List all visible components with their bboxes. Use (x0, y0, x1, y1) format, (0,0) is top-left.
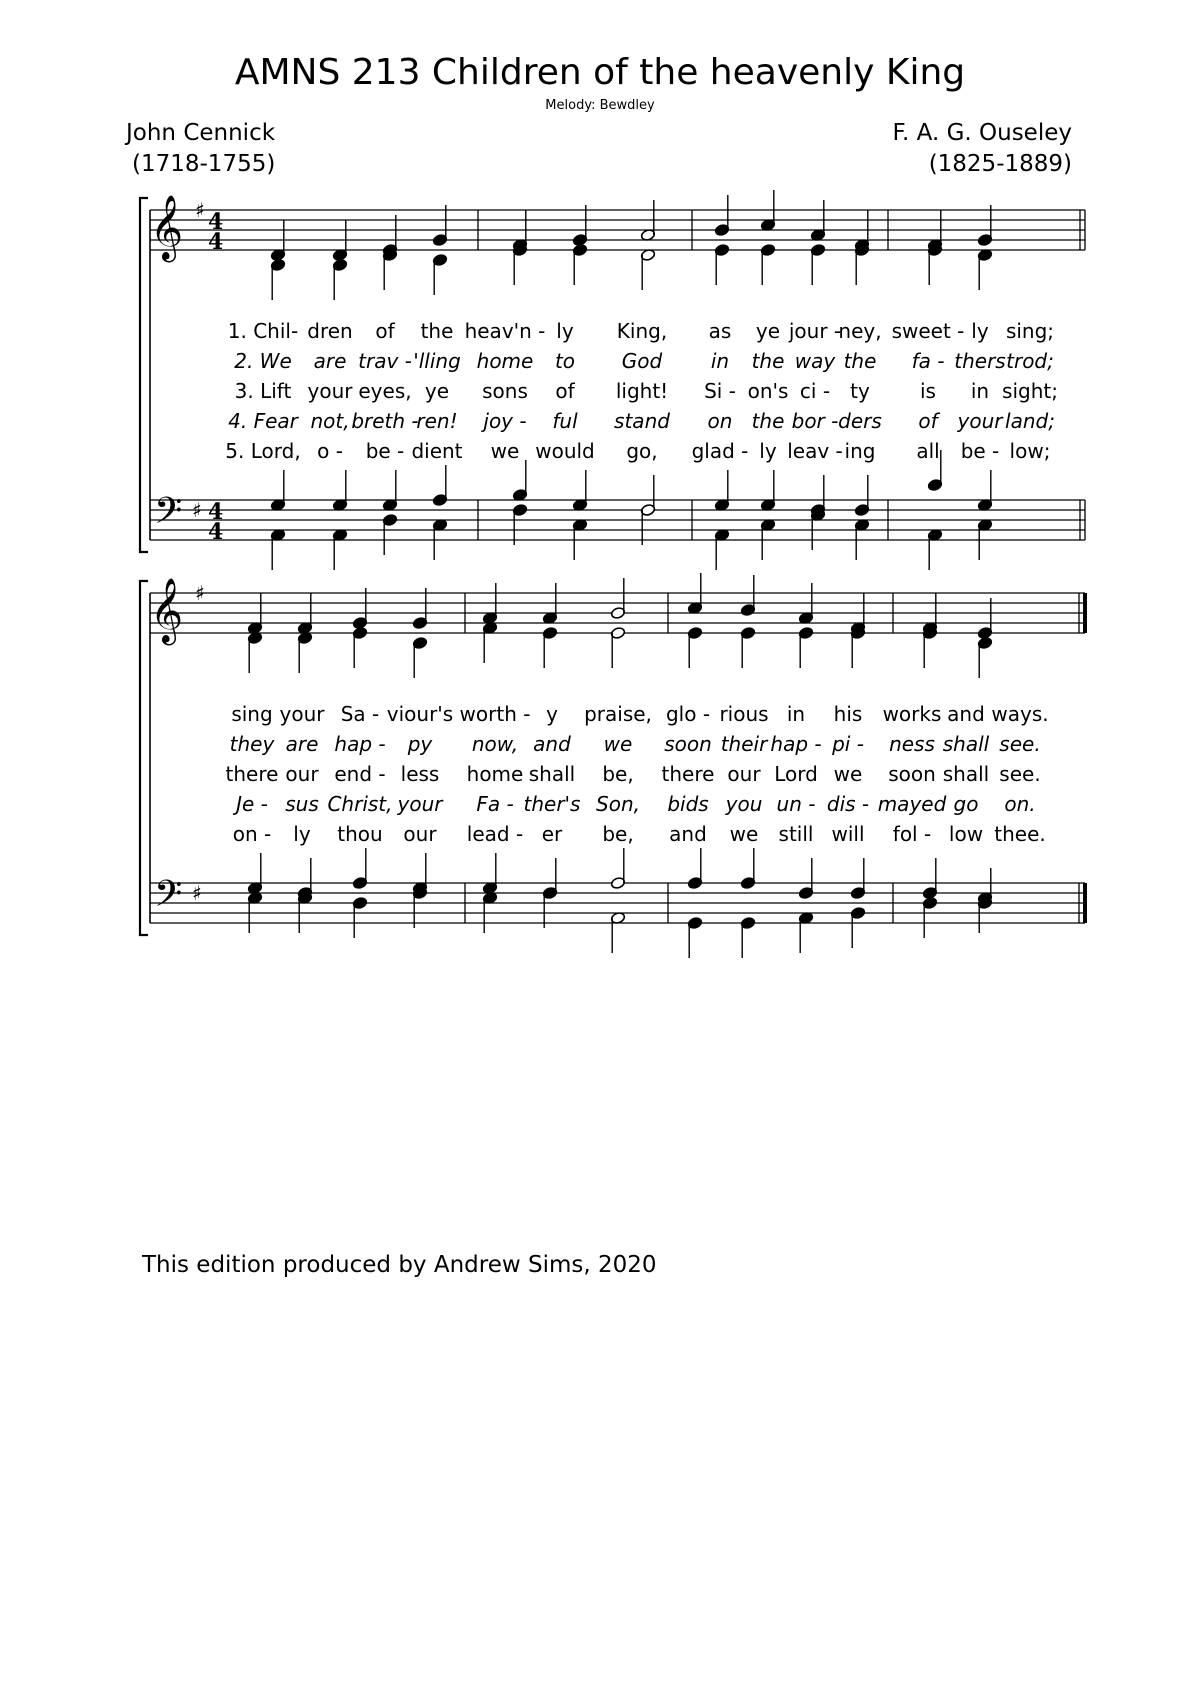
lyric-syllable: our (403, 822, 437, 846)
note (297, 593, 312, 635)
lyric-syllable: thou (337, 822, 383, 846)
note (247, 891, 262, 933)
lyric-syllable: ye (755, 319, 781, 343)
lyric-syllable: bor - (791, 409, 839, 433)
note (798, 583, 813, 625)
lyric-syllable: and (533, 732, 571, 756)
note (412, 588, 427, 630)
lyric-syllable: Fa - (476, 792, 514, 816)
lyric-syllable: thers (954, 349, 1006, 373)
note (512, 460, 527, 502)
note (977, 248, 992, 290)
note (382, 470, 397, 512)
lyric-syllable: trod; (1006, 349, 1054, 373)
note (977, 636, 992, 678)
lyric-syllable: Christ, (327, 792, 393, 816)
lyric-syllable: low (948, 822, 984, 846)
note (572, 243, 587, 285)
note (854, 243, 869, 285)
lyric-syllable: our (727, 762, 761, 786)
time-sig-top: 4 (208, 209, 224, 235)
note (412, 636, 427, 678)
lyric-syllable: un - (776, 792, 816, 816)
note (640, 503, 655, 545)
lyric-syllable: be, (602, 822, 634, 846)
note (610, 578, 625, 620)
note (798, 911, 813, 953)
lyric-syllable: light! (615, 379, 669, 403)
lyric-syllable: be - (365, 439, 405, 463)
lyric-syllable: home (466, 762, 524, 786)
lyric-syllable: of (555, 379, 575, 403)
author-dates: (1718-1755) (132, 151, 276, 177)
lyric-syllable: joy - (483, 409, 527, 433)
time-sig-bottom: 4 (208, 519, 224, 545)
lyric-syllable: your (397, 792, 443, 816)
lyric-syllable: all (916, 439, 940, 463)
note (687, 573, 702, 615)
note (542, 583, 557, 625)
lyric-syllable: y (546, 702, 558, 726)
lyric-syllable: sons (482, 379, 528, 403)
note (247, 631, 262, 673)
lyric-syllable: rious (719, 702, 769, 726)
note (714, 470, 729, 512)
lyric-syllable: 'lling (413, 349, 461, 373)
lyric-syllable: sing (231, 702, 273, 726)
system-bracket (140, 198, 148, 552)
lyric-syllable: see. (999, 762, 1041, 786)
note (332, 470, 347, 512)
lyric-syllable: low; (1009, 439, 1051, 463)
note (482, 621, 497, 663)
note (382, 513, 397, 555)
lyric-syllable: sing; (1005, 319, 1055, 343)
lyric-syllable: in (786, 702, 806, 726)
note (432, 518, 447, 560)
note (432, 253, 447, 295)
note (714, 243, 729, 285)
key-sharp: ♯ (192, 881, 202, 905)
note (760, 470, 775, 512)
treble-clef: 𝄞 (150, 578, 184, 643)
lyric-syllable: pi - (832, 732, 864, 756)
lyric-syllable: now, (471, 732, 519, 756)
lyric-syllable: your (279, 702, 325, 726)
note (247, 853, 262, 895)
lyric-syllable: way (794, 349, 836, 373)
lyric-syllable: your (307, 379, 353, 403)
note (740, 848, 755, 890)
lyric-syllable: ther's (523, 792, 581, 816)
lyric-syllable: on. (1004, 792, 1036, 816)
note (640, 248, 655, 290)
note (610, 848, 625, 890)
lyric-syllable: Lord (774, 762, 818, 786)
note (927, 528, 942, 570)
note (542, 626, 557, 668)
note (687, 916, 702, 958)
note (760, 518, 775, 560)
lyric-syllable: dren (307, 319, 353, 343)
lyric-syllable: would (535, 439, 595, 463)
note (977, 891, 992, 933)
lyric-syllable: ders (838, 409, 882, 433)
lyric-syllable: on - (232, 822, 272, 846)
lyric-syllable: on (707, 409, 733, 433)
note (512, 503, 527, 545)
note (714, 195, 729, 237)
note (432, 205, 447, 247)
note (740, 916, 755, 958)
treble-staff (150, 210, 1085, 250)
lyric-syllable: breth - (351, 409, 419, 433)
note (640, 200, 655, 242)
note (382, 248, 397, 290)
lyric-syllable: shall (942, 762, 990, 786)
lyric-syllable: ney, (838, 319, 882, 343)
lyric-syllable: leav - (787, 439, 843, 463)
lyric-syllable: is (920, 379, 936, 403)
note (850, 858, 865, 900)
note (412, 886, 427, 928)
lyric-syllable: the (751, 409, 785, 433)
note (270, 258, 285, 300)
lyric-syllable: shall (528, 762, 576, 786)
note (798, 858, 813, 900)
note (922, 626, 937, 668)
lyric-syllable: be, (602, 762, 634, 786)
note (760, 190, 775, 232)
lyric-syllable: the (843, 349, 877, 373)
note (798, 626, 813, 668)
lyric-syllable: land; (1005, 409, 1055, 433)
time-sig-bottom: 4 (208, 229, 224, 255)
lyric-syllable: sweet - (891, 319, 965, 343)
note (270, 470, 285, 512)
lyric-syllable: ye (424, 379, 450, 403)
lyric-syllable: dis - (826, 792, 870, 816)
lyric-syllable: ly (293, 822, 311, 846)
lyric-syllable: go (953, 792, 979, 816)
lyric-syllable: as (708, 319, 732, 343)
lyric-syllable: still (778, 822, 814, 846)
note (432, 465, 447, 507)
note (270, 220, 285, 262)
lyric-syllable: bids (667, 792, 709, 816)
lyric-syllable: on's (747, 379, 789, 403)
note (854, 518, 869, 560)
lyric-syllable: viour's (386, 702, 454, 726)
lyric-syllable: Je - (236, 792, 268, 816)
lyric-syllable: er (541, 822, 563, 846)
lyric-syllable: ful (552, 409, 578, 433)
lyric-syllable: praise, (584, 702, 652, 726)
lyric-syllable: ways. (991, 702, 1049, 726)
note (542, 886, 557, 928)
note (740, 575, 755, 617)
note (247, 593, 262, 635)
lyric-syllable: sight; (1002, 379, 1058, 403)
lyric-syllable: the (751, 349, 785, 373)
composer-dates: (1825-1889) (928, 151, 1072, 177)
note (352, 626, 367, 668)
lyric-syllable: their (720, 732, 768, 756)
note (270, 528, 285, 570)
lyric-syllable: soon (664, 732, 712, 756)
time-sig-top: 4 (208, 499, 224, 525)
key-sharp: ♯ (192, 498, 202, 522)
lyric-syllable: they (229, 732, 275, 756)
note (482, 891, 497, 933)
lyric-syllable: heav'n - (464, 319, 546, 343)
lyric-syllable: will (831, 822, 865, 846)
lyric-syllable: dient (411, 439, 463, 463)
note (977, 205, 992, 247)
lyric-syllable: 4. Fear (228, 409, 298, 433)
lyric-syllable: mayed (877, 792, 947, 816)
edition-footer: This edition produced by Andrew Sims, 2020 (142, 1252, 657, 1278)
lyric-syllable: 3. Lift (234, 379, 292, 403)
note (740, 626, 755, 668)
note (297, 631, 312, 673)
note (572, 518, 587, 560)
key-sharp: ♯ (195, 198, 205, 222)
lyric-syllable: go, (626, 439, 658, 463)
note (922, 896, 937, 938)
lyric-syllable: ly (556, 319, 574, 343)
lyric-syllable: fa - (911, 349, 945, 373)
lyric-syllable: your (957, 409, 1003, 433)
note (482, 583, 497, 625)
note (687, 626, 702, 668)
note (352, 588, 367, 630)
lyric-syllable: home (476, 349, 534, 373)
note (332, 220, 347, 262)
lyric-syllable: lead - (466, 822, 524, 846)
system-2 (140, 573, 1085, 958)
lyric-syllable: worth - (459, 702, 531, 726)
lyric-syllable: we (833, 762, 863, 786)
note (572, 470, 587, 512)
lyric-syllable: jour - (788, 319, 842, 343)
lyric-syllable: sus (285, 792, 319, 816)
bass-staff (150, 500, 1085, 540)
lyric-syllable: Sa - (340, 702, 380, 726)
lyric-syllable: py (407, 732, 433, 756)
note (352, 848, 367, 890)
lyric-syllable: and (947, 702, 985, 726)
note (927, 243, 942, 285)
lyric-syllable: glo - (665, 702, 711, 726)
lyric-syllable: we (603, 732, 633, 756)
lyric-syllable: see. (999, 732, 1041, 756)
composer-name: F. A. G. Ouseley (892, 120, 1072, 146)
note (482, 853, 497, 895)
lyric-syllable: hap - (770, 732, 822, 756)
lyric-syllable: of (918, 409, 938, 433)
lyric-syllable: are (313, 349, 347, 373)
note (297, 891, 312, 933)
lyric-syllable: thee. (994, 822, 1046, 846)
note (332, 528, 347, 570)
lyric-syllable: Son, (596, 792, 640, 816)
lyric-syllable: eyes, (358, 379, 412, 403)
melody-name: Melody: Bewdley (545, 98, 655, 113)
note (760, 243, 775, 285)
note (854, 475, 869, 517)
note (810, 508, 825, 550)
note (850, 626, 865, 668)
lyric-syllable: to (554, 349, 576, 373)
lyric-syllable: the (420, 319, 454, 343)
note (922, 858, 937, 900)
lyric-syllable: our (285, 762, 319, 786)
note (332, 258, 347, 300)
key-sharp: ♯ (195, 581, 205, 605)
hymn-title: AMNS 213 Children of the heavenly King (234, 52, 966, 93)
lyric-syllable: fol - (892, 822, 932, 846)
lyric-syllable: 2. We (234, 349, 292, 373)
lyric-syllable: are (285, 732, 319, 756)
note (687, 848, 702, 890)
lyric-syllable: Si - (704, 379, 736, 403)
lyric-syllable: glad - (691, 439, 749, 463)
lyric-syllable: stand (614, 409, 670, 433)
note (352, 896, 367, 938)
bass-clef: 𝄢 (154, 873, 183, 924)
lyric-syllable: not, (310, 409, 350, 433)
lyric-syllable: ness (889, 732, 935, 756)
lyric-syllable: there (225, 762, 279, 786)
lyric-syllable: o - (317, 439, 343, 463)
lyric-syllable: ren! (416, 409, 458, 433)
note (850, 906, 865, 948)
lyric-syllable: hap - (334, 732, 386, 756)
lyric-syllable: God (621, 349, 663, 373)
lyric-syllable: we (729, 822, 759, 846)
author-name: John Cennick (126, 120, 276, 146)
lyric-syllable: in (710, 349, 730, 373)
lyric-syllable: ing (844, 439, 876, 463)
lyric-syllable: his (833, 702, 863, 726)
note (512, 243, 527, 285)
lyric-syllable: less (400, 762, 440, 786)
treble-clef: 𝄞 (150, 195, 184, 260)
note (977, 598, 992, 640)
lyric-syllable: King, (616, 319, 668, 343)
note (977, 518, 992, 560)
lyric-syllable: trav - (358, 349, 412, 373)
lyric-syllable: works (882, 702, 942, 726)
lyric-syllable: ci - (799, 379, 831, 403)
lyric-syllable: 5. Lord, (225, 439, 301, 463)
note (810, 200, 825, 242)
lyric-syllable: soon (888, 762, 936, 786)
note (572, 205, 587, 247)
lyric-syllable: shall (942, 732, 990, 756)
lyric-syllable: 1. Chil- (227, 319, 299, 343)
lyric-syllable: be - (960, 439, 1000, 463)
lyric-syllable: ty (850, 379, 870, 403)
lyric-syllable: of (375, 319, 395, 343)
lyric-syllable: ly (971, 319, 989, 343)
lyric-syllable: ly (759, 439, 777, 463)
note (714, 528, 729, 570)
bass-clef: 𝄢 (154, 490, 183, 541)
note (610, 626, 625, 668)
system-bracket (140, 581, 148, 935)
lyric-syllable: end - (334, 762, 386, 786)
lyric-syllable: we (490, 439, 520, 463)
note (977, 470, 992, 512)
note (610, 911, 625, 953)
lyric-syllable: you (725, 792, 763, 816)
lyric-syllable: there (661, 762, 715, 786)
lyric-syllable: in (970, 379, 990, 403)
note (810, 243, 825, 285)
system-1 (140, 190, 1085, 570)
lyric-syllable: and (669, 822, 707, 846)
